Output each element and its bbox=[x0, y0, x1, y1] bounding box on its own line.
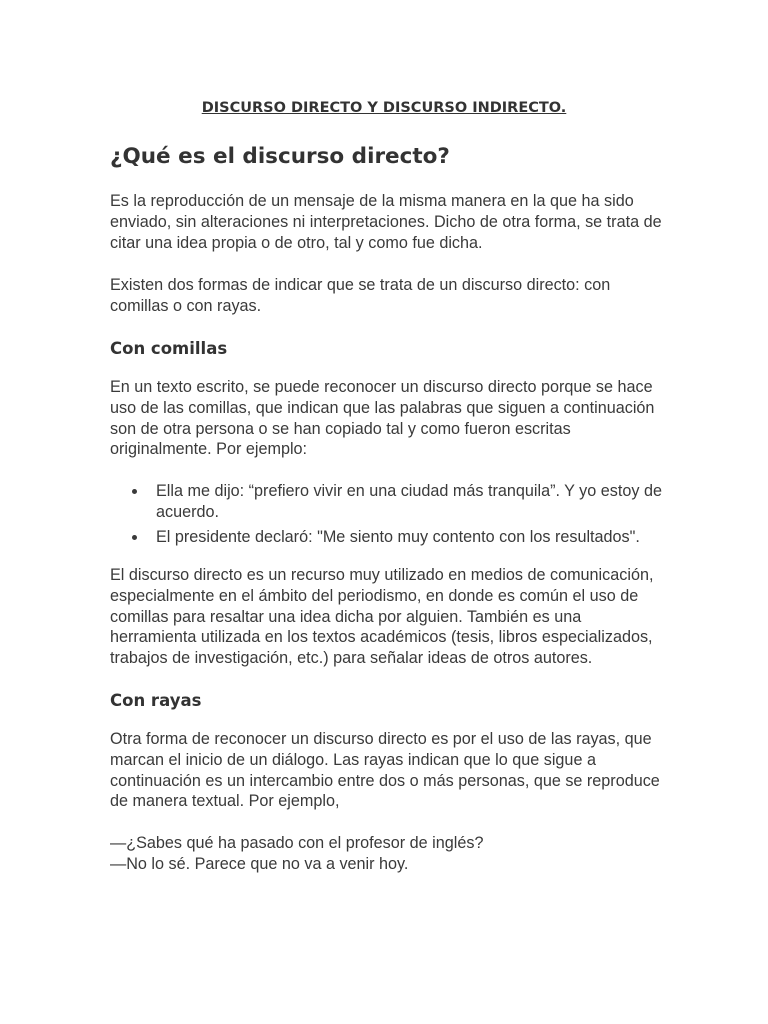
section-heading-comillas: Con comillas bbox=[110, 339, 228, 358]
list-item bbox=[110, 527, 662, 548]
page-heading: ¿Qué es el discurso directo? bbox=[110, 144, 450, 169]
list-item bbox=[110, 481, 662, 523]
example-text: El presidente declaró: "Me siento muy contento con los resultados". bbox=[156, 527, 640, 546]
dialogue-line: —¿Sabes qué ha pasado con el profesor de inglés? bbox=[110, 834, 484, 852]
comillas-closing-paragraph: El discurso directo es un recurso muy utilizado en medios de comunicación, especialmente en el ámbito del periodismo, en donde es común el uso de comillas para resaltar una idea dicha por alguien. También es una herramienta utilizada en los textos académicos (tesis, libros especializados, trabajos de investigación, etc.) para señalar ideas de otros autores. bbox=[110, 566, 654, 668]
comillas-paragraph: En un texto escrito, se puede reconocer un discurso directo porque se hace uso de las comillas, que indican que las palabras que siguen a continuación son de otra persona o se han copiado tal y como fueron escritas originalmente. Por ejemplo: bbox=[110, 378, 655, 459]
bullet-icon bbox=[132, 535, 137, 540]
rayas-paragraph: Otra forma de reconocer un discurso directo es por el uso de las rayas, que marcan el inicio de un diálogo. Las rayas indican que lo que sigue a continuación es un intercambio entre dos o más personas, que se reproduce de manera textual. Por ejemplo, bbox=[110, 730, 660, 811]
document-title: DISCURSO DIRECTO Y DISCURSO INDIRECTO. bbox=[201, 100, 567, 116]
forms-paragraph: Existen dos formas de indicar que se trata de un discurso directo: con comillas o con rayas. bbox=[110, 276, 611, 315]
bullet-icon bbox=[132, 489, 137, 494]
dialogue-line: —No lo sé. Parece que no va a venir hoy. bbox=[110, 855, 409, 873]
examples-list bbox=[110, 481, 662, 551]
section-heading-rayas: Con rayas bbox=[110, 691, 202, 710]
example-text: Ella me dijo: “prefiero vivir en una ciudad más tranquila”. Y yo estoy de acuerdo. bbox=[156, 482, 662, 521]
intro-paragraph: Es la reproducción de un mensaje de la misma manera en la que ha sido enviado, sin alteraciones ni interpretaciones. Dicho de otra forma, se trata de citar una idea propia o de otro, tal y como fue dicha. bbox=[110, 192, 662, 252]
